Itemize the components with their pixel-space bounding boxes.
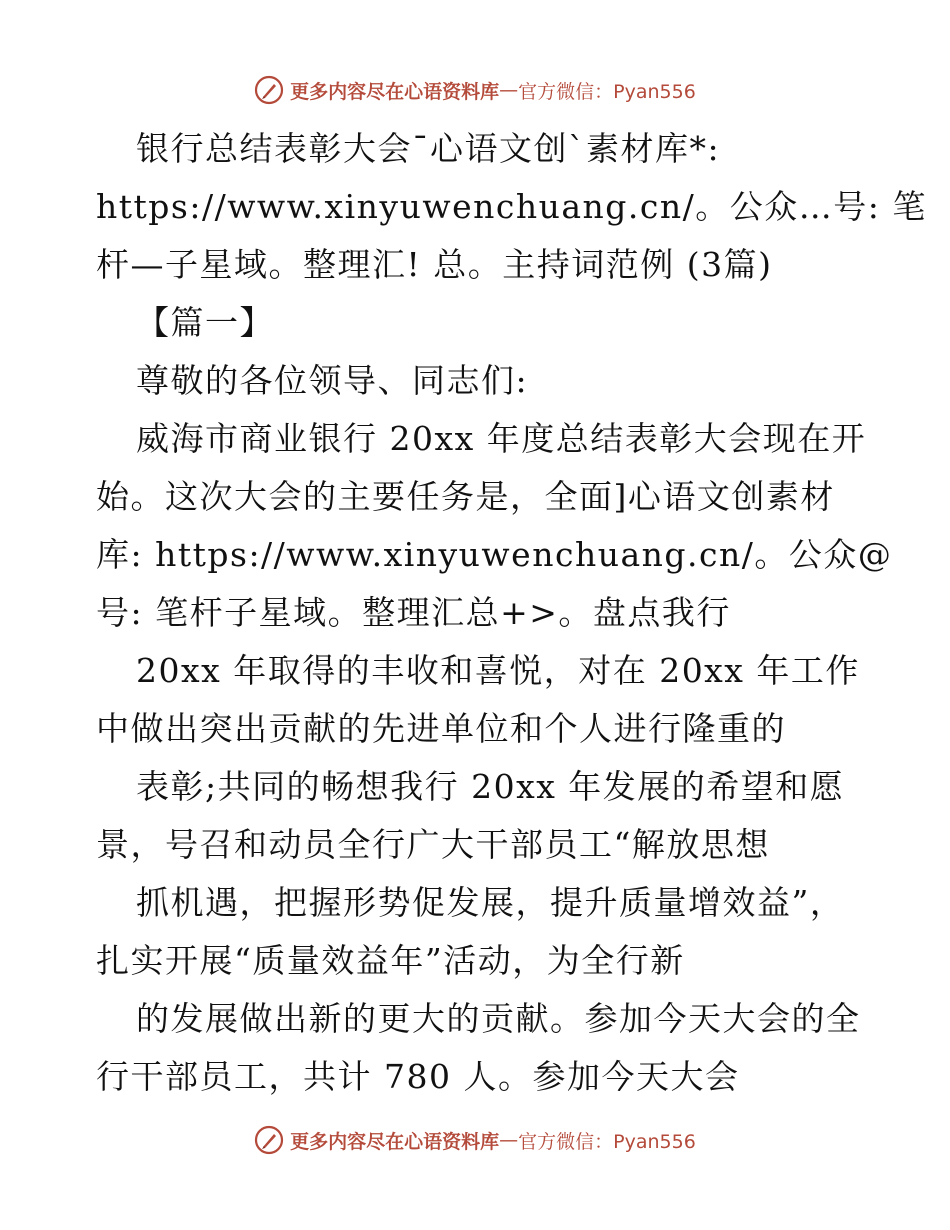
text-line: 库: https://www.xinyuwenchuang.cn/。公众@ xyxy=(96,535,893,574)
text-line: 表彰;共同的畅想我行 20xx 年发展的希望和愿 xyxy=(136,767,845,806)
section-heading: 【篇一】 xyxy=(136,303,274,342)
banner-separator: — xyxy=(499,1129,519,1151)
quill-pen-circle-icon xyxy=(254,1125,284,1155)
text-line: 威海市商业银行 20xx 年度总结表彰大会现在开 xyxy=(136,419,867,458)
banner-wechat: 官方微信：Pyan556 xyxy=(518,80,696,103)
text-line: 中做出突出贡献的先进单位和个人进行隆重的 xyxy=(96,709,786,748)
text-line: 号: 笔杆子星域。整理汇总+>。盘点我行 xyxy=(96,593,731,632)
text-line: 尊敬的各位领导、同志们: xyxy=(136,361,529,400)
text-line: 的发展做出新的更大的贡献。参加今天大会的全 xyxy=(136,999,861,1038)
banner-separator: — xyxy=(499,79,519,101)
quill-pen-circle-icon xyxy=(254,75,284,105)
text-line: 扎实开展“质量效益年”活动，为全行新 xyxy=(96,941,685,980)
text-line: 始。这次大会的主要任务是，全面]心语文创素材 xyxy=(96,477,835,516)
text-line: https://www.xinyuwenchuang.cn/。公众…号: 笔 xyxy=(96,187,927,226)
text-line: 杆—子星域。整理汇! 总。主持词范例 (3篇) xyxy=(96,245,773,284)
text-line: 行干部员工，共计 780 人。参加今天大会 xyxy=(96,1057,740,1096)
banner-wechat: 官方微信：Pyan556 xyxy=(518,1130,696,1153)
header-banner xyxy=(0,70,950,110)
text-line: 银行总结表彰大会¯心语文创`素材库*: xyxy=(136,129,721,168)
banner-text: 更多内容尽在心语资料库 xyxy=(290,80,500,103)
footer-banner xyxy=(0,1120,950,1160)
body-text xyxy=(96,120,927,1106)
text-line: 20xx 年取得的丰收和喜悦，对在 20xx 年工作 xyxy=(136,651,860,690)
text-line: 抓机遇，把握形势促发展，提升质量增效益”， xyxy=(136,883,845,922)
text-line: 景，号召和动员全行广大干部员工“解放思想 xyxy=(96,825,770,864)
banner-text: 更多内容尽在心语资料库 xyxy=(290,1130,500,1153)
